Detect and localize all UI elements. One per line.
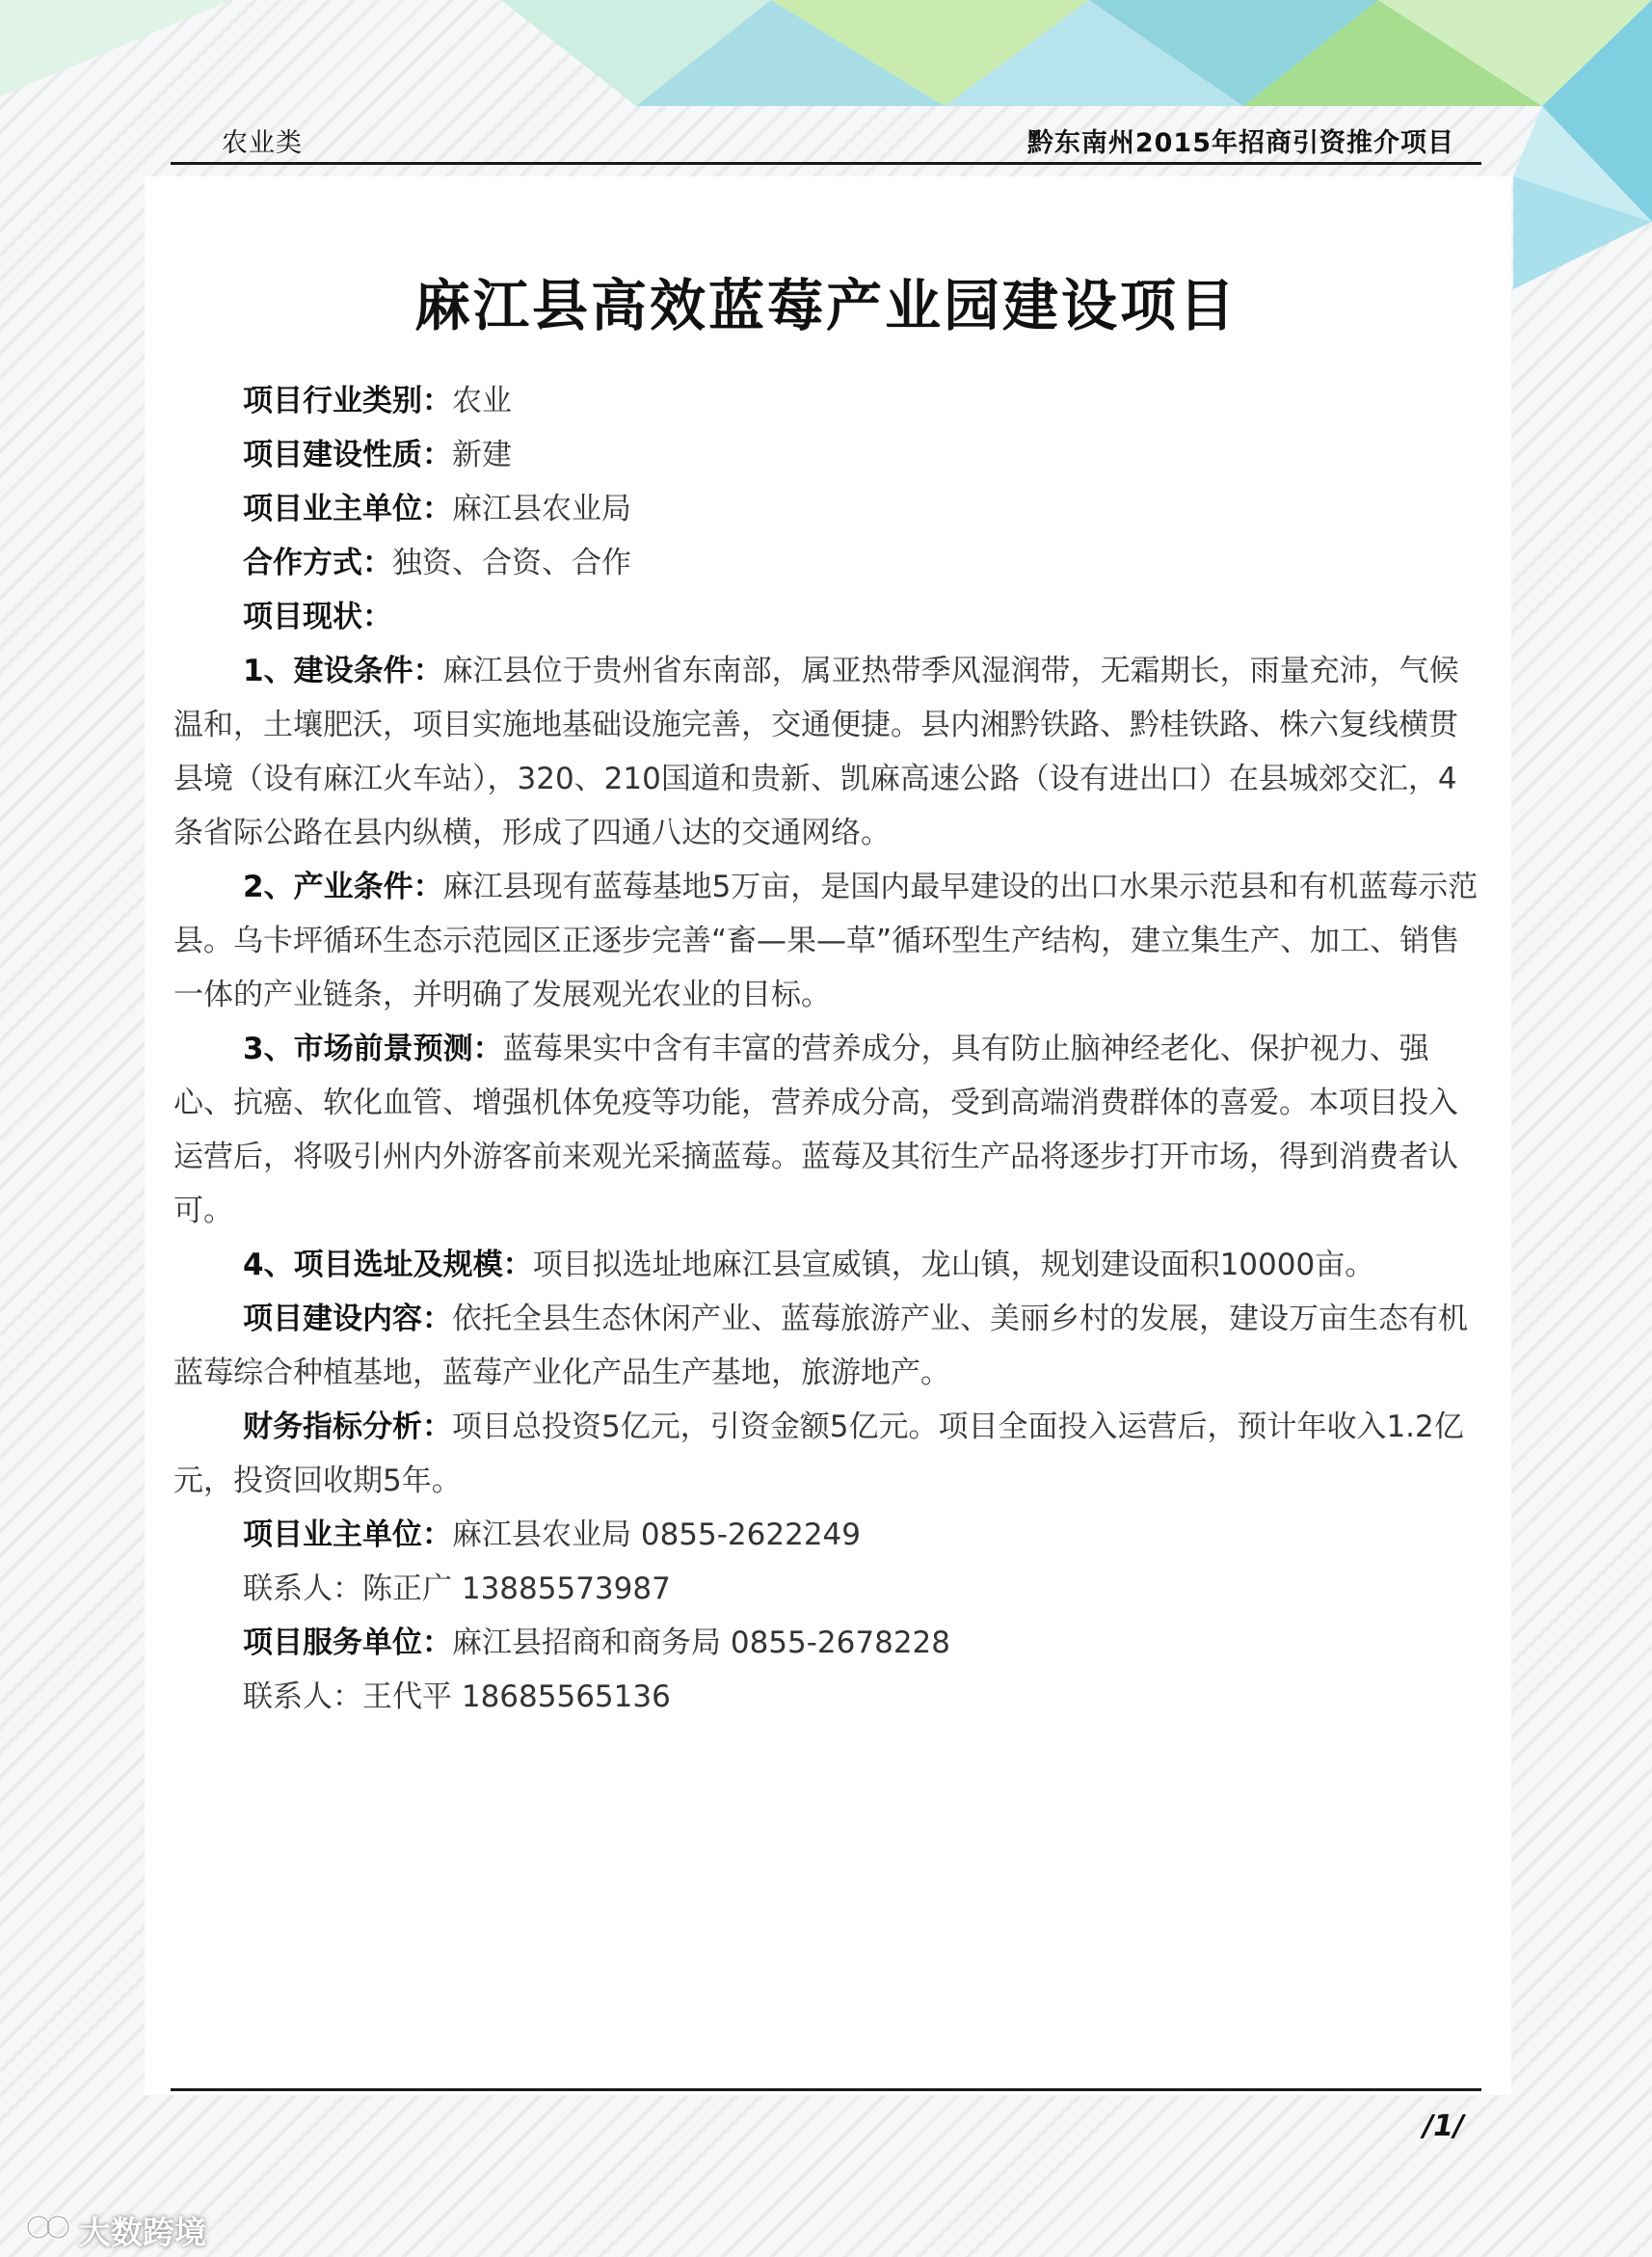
header-category: 农业类	[222, 128, 303, 158]
watermark-logo-icon	[25, 2208, 75, 2246]
field-owner: 项目业主单位：麻江县农业局	[243, 492, 631, 526]
status-item-market-outlook: 3、市场前景预测：蓝莓果实中含有丰富的营养成分，具有防止脑神经老化、保护视力、强心、抗癌、软化血管、增强机体免疫等功能，营养成分高，受到高端消费群体的喜爱。本项目投入运营后，将吸引州内外游客前来观光采摘蓝莓。蓝莓及其衍生产品将逐步打开市场，得到消费者认可。	[173, 1032, 1458, 1228]
field-industry: 项目行业类别：农业	[243, 384, 512, 418]
contact-service-unit: 项目服务单位：麻江县招商和商务局 0855-2678228	[243, 1626, 950, 1660]
status-item-construction-conditions: 1、建设条件：麻江县位于贵州省东南部，属亚热带季风湿润带，无霜期长，雨量充沛，气候温和，土壤肥沃，项目实施地基础设施完善，交通便捷。县内湘黔铁路、黔桂铁路、株六复线横贯县境（设有麻江火车站），320、210国道和贵新、凯麻高速公路（设有进出口）在县城郊交汇，4条省际公路在县内纵横，形成了四通八达的交通网络。	[173, 654, 1459, 850]
header-rule	[171, 162, 1481, 165]
document-body	[173, 374, 1480, 1724]
field-status: 项目现状：	[243, 600, 392, 634]
construction-content: 项目建设内容：依托全县生态休闲产业、蓝莓旅游产业、美丽乡村的发展，建设万亩生态有机蓝莓综合种植基地，蓝莓产业化产品生产基地，旅游地产。	[173, 1302, 1468, 1390]
status-item-industry-conditions: 2、产业条件：麻江县现有蓝莓基地5万亩，是国内最早建设的出口水果示范县和有机蓝莓示范县。乌卡坪循环生态示范园区正逐步完善“畜—果—草”循环型生产结构，建立集生产、加工、销售一体的产业链条，并明确了发展观光农业的目标。	[173, 870, 1479, 1012]
footer-rule	[171, 2088, 1481, 2091]
header-publication: 黔东南州2015年招商引资推介项目	[1026, 128, 1454, 158]
field-nature: 项目建设性质：新建	[243, 438, 512, 472]
finance-analysis: 财务指标分析：项目总投资5亿元，引资金额5亿元。项目全面投入运营后，预计年收入1.2亿元，投资回收期5年。	[173, 1410, 1464, 1498]
document-title: 麻江县高效蓝莓产业园建设项目	[413, 273, 1238, 338]
contact-person-1: 联系人：陈正广 13885573987	[243, 1572, 671, 1606]
page-number: /1/	[1423, 2109, 1464, 2143]
watermark-text: 大数跨境	[79, 2214, 206, 2251]
decor-triangle	[0, 0, 231, 96]
field-cooperation: 合作方式：独资、合资、合作	[243, 546, 631, 580]
status-item-site-scale: 4、项目选址及规模：项目拟选址地麻江县宣威镇，龙山镇，规划建设面积10000亩。	[243, 1248, 1375, 1282]
contact-owner-unit: 项目业主单位：麻江县农业局 0855-2622249	[243, 1518, 861, 1552]
contact-person-2: 联系人：王代平 18685565136	[243, 1679, 671, 1714]
